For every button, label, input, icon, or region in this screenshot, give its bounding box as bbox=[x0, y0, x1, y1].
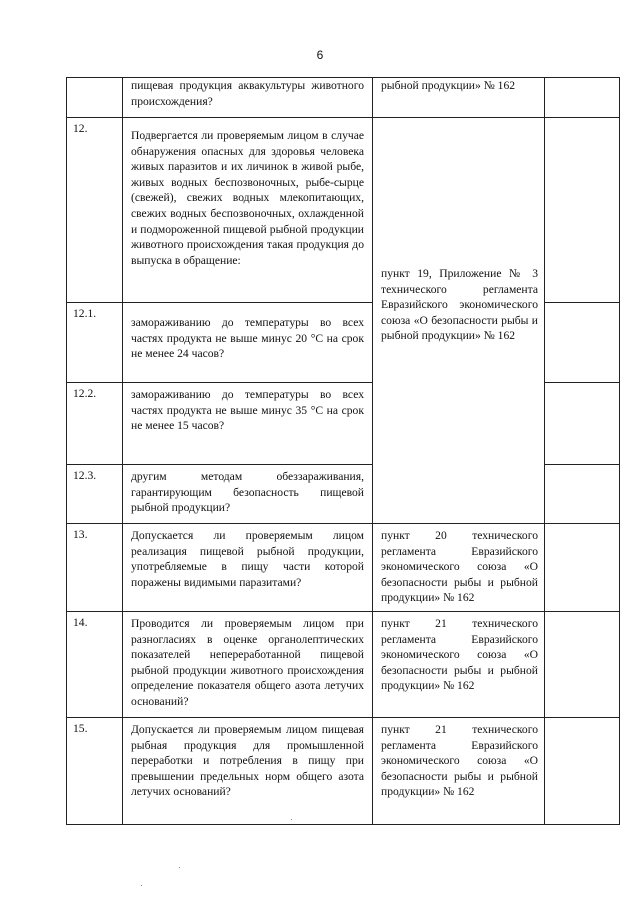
answer-cell bbox=[545, 718, 620, 825]
answer-cell bbox=[545, 303, 620, 383]
answer-cell bbox=[545, 524, 620, 612]
answer-cell bbox=[545, 465, 620, 524]
scan-speck: · bbox=[140, 880, 143, 890]
question-text: Допускается ли проверяемым лицом реализация пищевой рыбной продукции, употребляемые в пищу части которой поражены видимыми паразитами? bbox=[131, 529, 364, 589]
table-row bbox=[67, 612, 620, 718]
answer-cell bbox=[545, 612, 620, 718]
table-row bbox=[67, 78, 620, 118]
row-number: 12.2. bbox=[67, 383, 123, 465]
question-text: замораживанию до температуры во всех частях продукта не выше минус 35 °С на срок не менее 15 часов? bbox=[131, 388, 364, 433]
scan-speck: · bbox=[178, 862, 181, 872]
answer-cell bbox=[545, 383, 620, 465]
question-text: другим методам обеззараживания, гарантирующим безопасность пищевой рыбной продукции? bbox=[131, 470, 364, 515]
reference-text: пункт 20 технического регламента Евразийского экономического союза «О безопасности рыбы и рыбной продукции» № 162 bbox=[381, 529, 538, 605]
question-text: Допускается ли проверяемым лицом пищевая рыбная продукция для промышленной переработки и потребления в пищу при превышении предельных норм общего азота летучих оснований? bbox=[131, 723, 364, 799]
page-number: 6 bbox=[316, 48, 324, 62]
row-number: 12.1. bbox=[67, 303, 123, 383]
scan-speck: · bbox=[290, 814, 293, 824]
question-text: пищевая продукция аквакультуры животного происхождения? bbox=[131, 79, 364, 108]
row-number: 13. bbox=[67, 524, 123, 612]
row-number: 12.3. bbox=[67, 465, 123, 524]
reference-text: пункт 21 технического регламента Евразийского экономического союза «О безопасности рыбы и рыбной продукции» № 162 bbox=[381, 723, 538, 799]
question-text: Проводится ли проверяемым лицом при разногласиях в оценке органолептических показателей непереработанной пищевой рыбной продукции животного происхождения определение показателя общего азота летучих оснований? bbox=[131, 617, 364, 708]
question-text: замораживанию до температуры во всех частях продукта не выше минус 20 °С на срок не менее 24 часов? bbox=[131, 316, 364, 361]
table-row bbox=[67, 118, 620, 303]
row-number: 14. bbox=[67, 612, 123, 718]
reference-text: рыбной продукции» № 162 bbox=[381, 79, 516, 92]
table-row bbox=[67, 718, 620, 825]
reference-text: пункт 21 технического регламента Евразийского экономического союза «О безопасности рыбы и рыбной продукции» № 162 bbox=[381, 617, 538, 693]
row-number: 15. bbox=[67, 718, 123, 825]
question-text: Подвергается ли проверяемым лицом в случае обнаружения опасных для здоровья человека живых паразитов и их личинок в живой рыбе, живых водных беспозвоночных, рыбе-сырце (свежей), свежих водных млекопитающих, свежих водных беспозвоночных, охлажденной и подмороженной пищевой рыбной продукции животного происхождения такая продукция до выпуска в обращение: bbox=[131, 129, 364, 267]
checklist-table bbox=[66, 77, 620, 825]
row-number bbox=[67, 78, 123, 118]
reference-text: пункт 19, Приложение № 3 технического регламента Евразийского экономического союза «О безопасности рыбы и рыбной продукции» № 162 bbox=[381, 267, 538, 343]
answer-cell bbox=[545, 78, 620, 118]
row-number: 12. bbox=[67, 118, 123, 303]
table-row bbox=[67, 524, 620, 612]
answer-cell bbox=[545, 118, 620, 303]
